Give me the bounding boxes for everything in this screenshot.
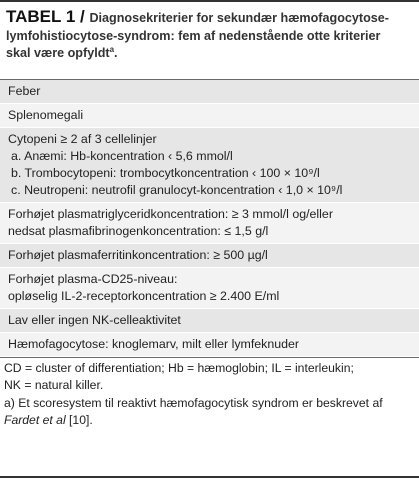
caption-line-3: skal være opfyldt — [6, 46, 110, 60]
criterion-text: Lav eller ingen NK-celleaktivitet — [8, 313, 181, 327]
criterion-row — [0, 268, 419, 309]
footnote-a-author: Fardet et al — [4, 412, 66, 427]
caption-line-2: lymfohistiocytose-syndrom: fem af nedenstående otte kriterier — [6, 28, 381, 43]
criterion-text: Cytopeni ≥ 2 af 3 cellelinjer — [8, 132, 157, 146]
footnote-a-text: a) Et scoresystem til reaktivt hæmofagocytisk syndrom er beskrevet af — [4, 395, 383, 410]
criterion-text: Forhøjet plasmaferritinkoncentration: ≥ 500 µg/l — [8, 248, 268, 262]
criterion-subitem: a. Anæmi: Hb-koncentration ‹ 5,6 mmol/l — [11, 149, 233, 163]
criterion-text: Forhøjet plasmatriglyceridkoncentration: ≥ 3 mmol/l og/eller — [8, 207, 333, 221]
criterion-subitem: b. Trombocytopeni: trombocytkoncentration ‹ 100 × 10⁹/l — [11, 166, 320, 180]
criterion-row — [0, 203, 419, 244]
abbreviations-line-2: NK = natural killer. — [4, 378, 104, 393]
criterion-row — [0, 128, 419, 203]
bottom-rule — [0, 476, 419, 478]
criterion-text: Forhøjet plasma-CD25-niveau: — [8, 272, 178, 286]
criterion-text: opløselig IL-2-receptorkoncentration ≥ 2.400 E/ml — [8, 289, 280, 303]
caption-end: . — [114, 46, 118, 60]
criterion-row — [0, 244, 419, 268]
abbreviations-line-1: CD = cluster of differentiation; Hb = hæmoglobin; IL = interleukin; — [4, 361, 354, 375]
criterion-text: nedsat plasmafibrinogenkoncentration: ≤ 1,5 g/l — [8, 224, 269, 238]
criterion-text: Feber — [8, 84, 41, 98]
criterion-row — [0, 80, 419, 104]
table-caption — [0, 2, 419, 79]
footnote-a-reference: [10]. — [65, 412, 93, 427]
criterion-row — [0, 104, 419, 128]
criteria-list — [0, 79, 419, 357]
criterion-text: Hæmofagocytose: knoglemarv, milt eller lymfeknuder — [8, 337, 300, 351]
caption-line-1: Diagnosekriterier for sekundær hæmofagocytose- — [89, 11, 389, 25]
criterion-row — [0, 333, 419, 357]
criterion-row — [0, 309, 419, 333]
table-label: TABEL 1 / — [6, 7, 90, 26]
criterion-text: Splenomegali — [8, 108, 84, 122]
caption-footnote-marker: a — [109, 44, 115, 54]
table-footnotes — [0, 357, 419, 431]
criterion-subitem: c. Neutropeni: neutrofil granulocyt-koncentration ‹ 1,0 × 10⁹/l — [11, 183, 343, 197]
